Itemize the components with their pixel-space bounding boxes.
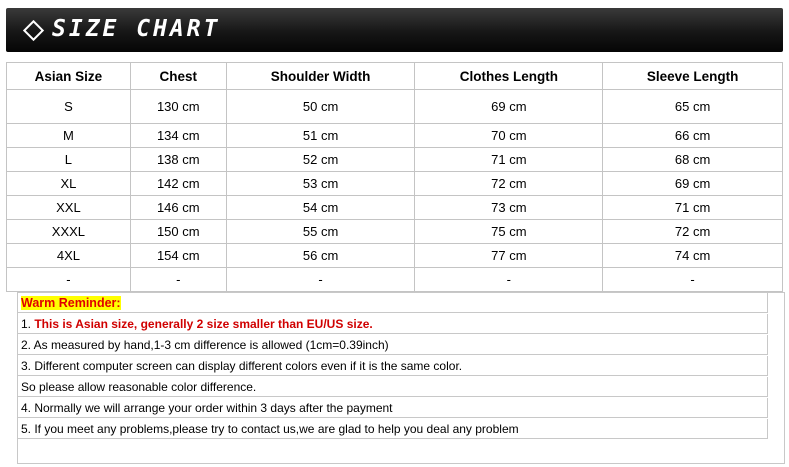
banner-title: SIZE CHART: [52, 16, 221, 42]
table-row: [7, 148, 783, 172]
table-cell: -: [415, 268, 603, 292]
table-cell: 146 cm: [130, 196, 226, 220]
reminder-line-3b: So please allow reasonable color difference.: [18, 377, 768, 397]
table-cell: 52 cm: [226, 148, 415, 172]
table-cell: 130 cm: [130, 90, 226, 124]
reminder-line-2: 2. As measured by hand,1-3 cm difference is allowed (1cm=0.39inch): [18, 335, 768, 355]
table-cell: 134 cm: [130, 124, 226, 148]
header-shoulder-width: Shoulder Width: [226, 63, 415, 90]
warm-reminder-box: [17, 292, 785, 464]
reminder-line-1: [18, 314, 768, 334]
table-row: [7, 124, 783, 148]
table-row: [7, 220, 783, 244]
table-cell: 68 cm: [603, 148, 783, 172]
header-clothes-length: Clothes Length: [415, 63, 603, 90]
header-asian-size: Asian Size: [7, 63, 131, 90]
table-cell: 55 cm: [226, 220, 415, 244]
table-cell: 72 cm: [415, 172, 603, 196]
table-cell: L: [7, 148, 131, 172]
header-chest: Chest: [130, 63, 226, 90]
table-cell: M: [7, 124, 131, 148]
table-cell: 142 cm: [130, 172, 226, 196]
reminder-line-1-text: This is Asian size, generally 2 size smaller than EU/US size.: [34, 317, 373, 331]
table-cell: 65 cm: [603, 90, 783, 124]
table-row: [7, 196, 783, 220]
table-cell: 53 cm: [226, 172, 415, 196]
table-cell: -: [130, 268, 226, 292]
table-cell: 138 cm: [130, 148, 226, 172]
reminder-line-3: 3. Different computer screen can display different colors even if it is the same color.: [18, 356, 768, 376]
table-cell: 50 cm: [226, 90, 415, 124]
table-cell: 75 cm: [415, 220, 603, 244]
table-cell: 150 cm: [130, 220, 226, 244]
reminder-line-1-prefix: 1.: [21, 317, 35, 331]
table-cell: -: [226, 268, 415, 292]
table-row: [7, 90, 783, 124]
table-cell: XXL: [7, 196, 131, 220]
table-cell: 54 cm: [226, 196, 415, 220]
table-cell: -: [7, 268, 131, 292]
table-cell: 77 cm: [415, 244, 603, 268]
size-table: [6, 62, 783, 292]
reminder-title: Warm Reminder:: [21, 296, 121, 310]
reminder-title-line: [18, 293, 768, 313]
table-cell: 69 cm: [415, 90, 603, 124]
table-row: [7, 268, 783, 292]
reminder-line-4: 4. Normally we will arrange your order within 3 days after the payment: [18, 398, 768, 418]
table-cell: S: [7, 90, 131, 124]
table-cell: 56 cm: [226, 244, 415, 268]
table-cell: 74 cm: [603, 244, 783, 268]
table-cell: 70 cm: [415, 124, 603, 148]
table-cell: 51 cm: [226, 124, 415, 148]
table-cell: 73 cm: [415, 196, 603, 220]
size-chart-banner: [6, 8, 783, 52]
table-cell: XXXL: [7, 220, 131, 244]
reminder-line-5: 5. If you meet any problems,please try to contact us,we are glad to help you deal any problem: [18, 419, 768, 439]
table-row: [7, 172, 783, 196]
table-cell: 154 cm: [130, 244, 226, 268]
diamond-icon: [23, 20, 44, 41]
table-cell: -: [603, 268, 783, 292]
table-cell: 66 cm: [603, 124, 783, 148]
table-cell: 71 cm: [415, 148, 603, 172]
header-sleeve-length: Sleeve Length: [603, 63, 783, 90]
table-cell: 71 cm: [603, 196, 783, 220]
table-cell: XL: [7, 172, 131, 196]
table-cell: 69 cm: [603, 172, 783, 196]
table-row: [7, 244, 783, 268]
table-header-row: [7, 63, 783, 90]
table-cell: 4XL: [7, 244, 131, 268]
table-cell: 72 cm: [603, 220, 783, 244]
